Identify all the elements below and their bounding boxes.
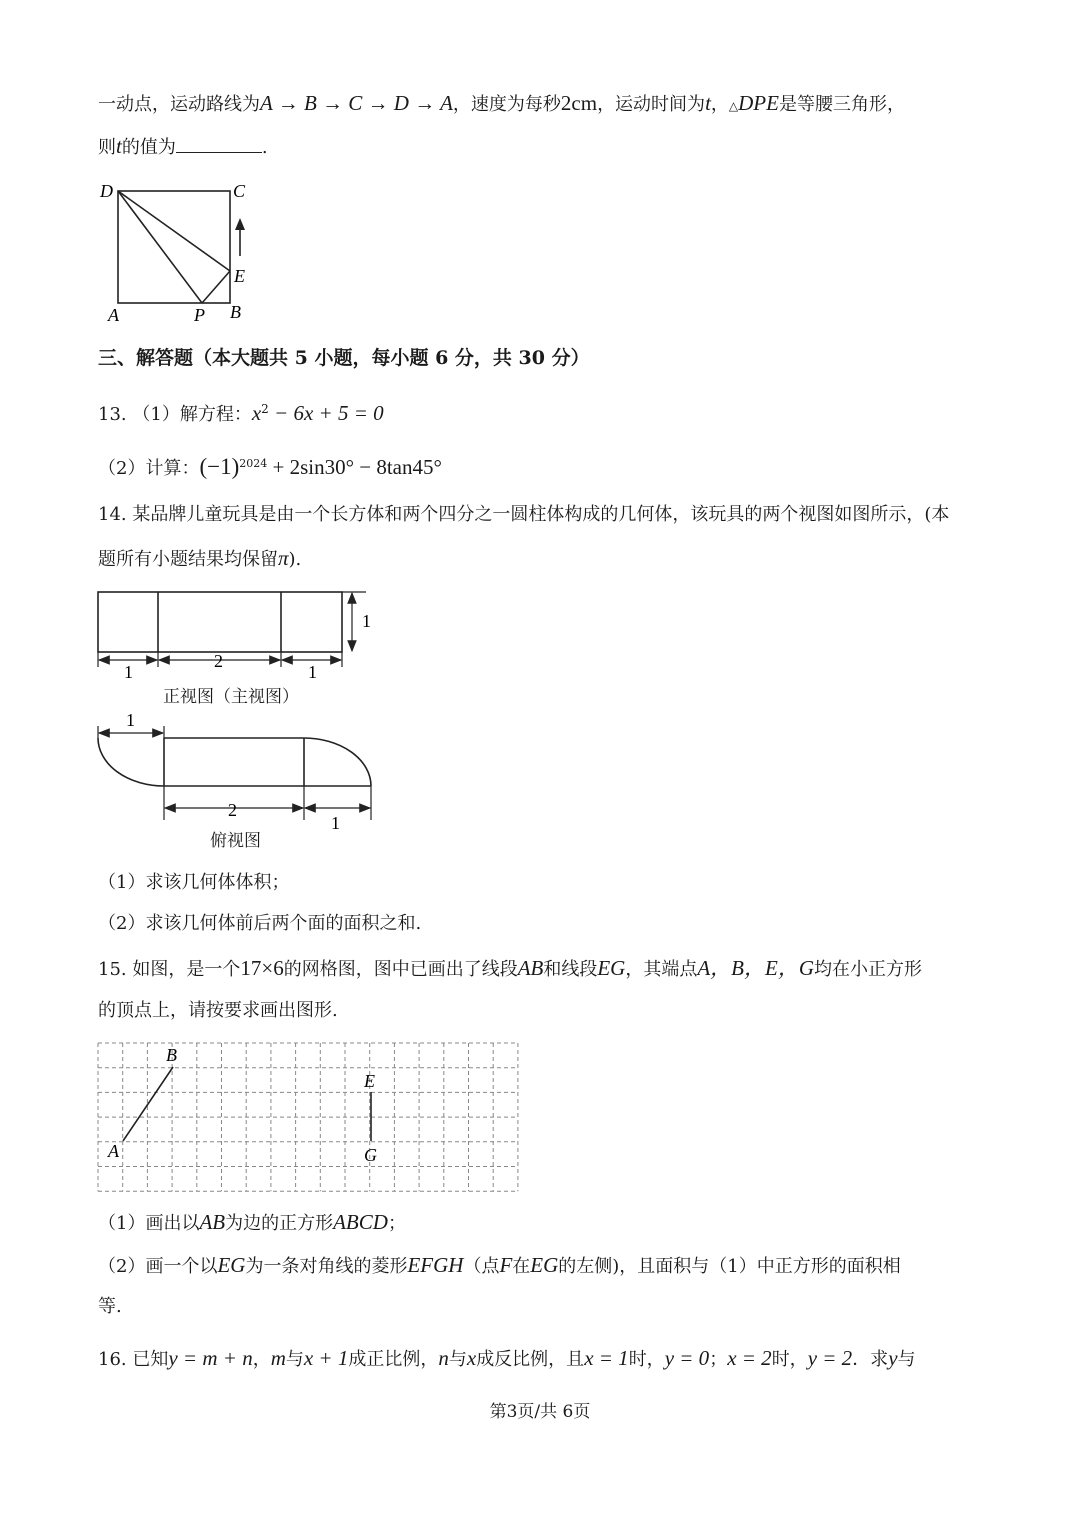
grid-lines — [98, 1043, 518, 1191]
front-dim-label-h: 1 — [362, 611, 371, 631]
q13-part1: 13. （1）解方程：$x^2 - 6x + 5 = 0$ — [98, 401, 384, 425]
top-view-figure — [90, 712, 390, 832]
q15-line1: 15. 如图，是一个17×6的网格图，图中已画出了线段AB和线段EG，其端点A，B，E，G均在小正方形 — [98, 956, 923, 980]
square-abcd — [118, 191, 230, 303]
q15-sub1: （1）画出以AB为边的正方形ABCD； — [98, 1210, 406, 1234]
q12-line1: 一动点，运动路线为A → B → C → D → A，速度为每秒2cm，运动时间为t，△DPE是等腰三角形， — [98, 91, 905, 115]
label-c: C — [233, 181, 246, 201]
grid-figure — [90, 1035, 530, 1200]
top-left-arc — [98, 738, 164, 786]
top-dim-label-2: 2 — [228, 800, 237, 820]
segment-ab — [123, 1067, 173, 1141]
grid-label-a: A — [108, 1141, 119, 1161]
q14-sub2: （2）求该几何体前后两个面的面积之和. — [98, 913, 422, 934]
label-a: A — [108, 305, 119, 325]
segment-pe — [202, 271, 230, 303]
q12-square-figure — [95, 178, 255, 328]
top-right-arc — [304, 738, 371, 786]
q15-sub2-end: 等. — [98, 1296, 122, 1317]
label-d: D — [100, 181, 113, 201]
label-b: B — [230, 302, 241, 322]
arrow-up-icon — [235, 218, 245, 230]
top-dim-label-3: 1 — [331, 813, 340, 833]
q14-line2: 题所有小题结果均保留π). — [98, 546, 302, 570]
grid-label-g: G — [364, 1145, 377, 1165]
front-view-caption: 正视图（主视图） — [163, 687, 299, 707]
q13-part2: （2）计算：$(-1)^{2024} + 2\sin 30^\circ - 8\tan 45^\circ$ — [98, 454, 442, 479]
label-e: E — [234, 266, 245, 286]
front-rect — [98, 592, 342, 652]
q16-line1: 16. 已知y = m + n，m与x + 1成正比例，n与x成反比例，且x = 1时，y = 0；x = 2时，y = 2．求y与 — [98, 1346, 916, 1370]
segment-dp — [118, 191, 202, 303]
segment-de — [118, 191, 230, 271]
top-view-caption: 俯视图 — [210, 831, 261, 851]
answer-blank — [176, 134, 262, 153]
q12-line2: 则t的值为 . — [98, 134, 268, 158]
q15-sub2: （2）画一个以EG为一条对角线的菱形EFGH（点F在EG的左侧)，且面积与（1）中正方形的面积相 — [98, 1253, 901, 1277]
grid-label-e: E — [364, 1071, 375, 1091]
label-p: P — [194, 305, 205, 325]
front-dim-label-1: 1 — [124, 662, 133, 682]
section-heading: 三、解答题（本大题共 5 小题，每小题 6 分，共 30 分） — [98, 347, 590, 369]
q14-sub1: （1）求该几何体体积； — [98, 872, 290, 893]
top-dim-label-1: 1 — [126, 710, 135, 730]
route-expr: A → B → C → D → A — [260, 91, 453, 115]
grid-label-b: B — [166, 1045, 177, 1065]
front-dim-label-3: 1 — [308, 662, 317, 682]
front-view-figure — [90, 585, 390, 685]
front-dim-label-2: 2 — [214, 651, 223, 671]
q15-line2: 的顶点上，请按要求画出图形. — [98, 1000, 338, 1021]
page-footer: 第3页/共 6页 — [489, 1402, 591, 1422]
q14-line1: 14. 某品牌儿童玩具是由一个长方体和两个四分之一圆柱体构成的几何体，该玩具的两个视图如图所示，(本 — [98, 504, 950, 525]
